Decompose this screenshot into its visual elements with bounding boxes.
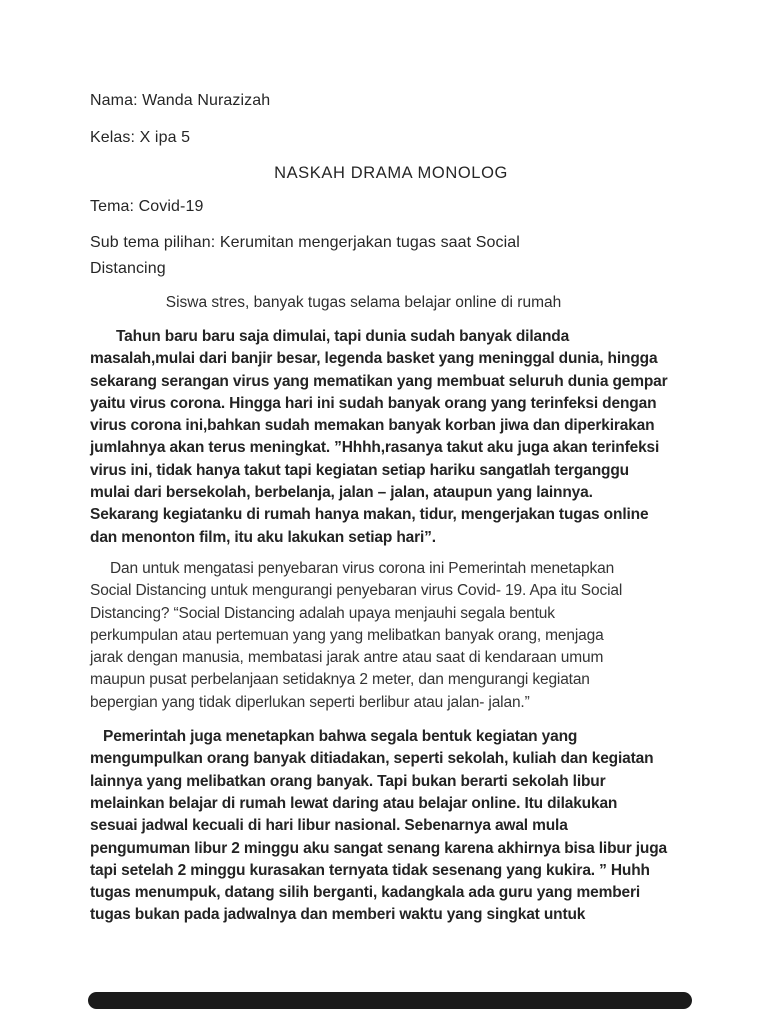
paragraphs <box>90 326 692 927</box>
student-name-line: Nama: Wanda Nurazizah <box>90 92 271 109</box>
text-line: bepergian yang tidak diperlukan seperti berlibur atau jalan- jalan.” <box>90 693 530 711</box>
text-line: perkumpulan atau pertemuan yang yang melibatkan banyak orang, menjaga <box>90 626 604 644</box>
text-line: Distancing <box>90 260 166 277</box>
text-line: Tahun baru baru saja dimulai, tapi dunia sudah banyak dilanda <box>116 328 570 345</box>
text-line: Distancing? “Social Distancing adalah upaya menjauhi segala bentuk <box>90 604 555 622</box>
text-line: tapi setelah 2 minggu kurasakan ternyata tidak sesenang yang kukira. ” Huhh <box>90 861 650 879</box>
document-content <box>90 90 692 927</box>
text-line: tugas bukan pada jadwalnya dan memberi waktu yang singkat untuk <box>90 906 586 924</box>
text-line: jumlahnya akan terus meningkat. ”Hhhh,rasanya takut aku juga akan terinfeksi <box>90 439 660 457</box>
text-line: mengumpulkan orang banyak ditiadakan, seperti sekolah, kuliah dan kegiatan <box>90 750 654 768</box>
text-line: virus ini, tidak hanya takut tapi kegiatan setiap hariku sangatlah terganggu <box>90 461 629 479</box>
text-line: Sekarang kegiatanku di rumah hanya makan, tidur, mengerjakan tugas online <box>90 506 649 524</box>
text-line: jarak dengan manusia, membatasi jarak antre atau saat di kendaraan umum <box>90 649 604 667</box>
text-line: Sub tema pilihan: Kerumitan mengerjakan tugas saat Social <box>90 234 520 251</box>
class-line: Kelas: X ipa 5 <box>90 129 191 146</box>
body-paragraph <box>90 326 692 549</box>
text-line: Dan untuk mengatasi penyebaran virus corona ini Pemerintah menetapkan <box>110 559 615 577</box>
text-line: yaitu virus corona. Hingga hari ini sudah banyak orang yang terinfeksi dengan <box>90 394 657 412</box>
body-paragraph <box>90 726 692 927</box>
text-line: dan menonton film, itu aku lakukan setiap hari”. <box>90 528 436 546</box>
next-page-gap-shadow <box>88 992 692 1009</box>
text-line: lainnya yang melibatkan orang banyak. Tapi bukan berarti sekolah libur <box>90 772 606 790</box>
theme-line: Tema: Covid-19 <box>90 198 204 215</box>
text-line: pengumuman libur 2 minggu aku sangat senang karena akhirnya bisa libur juga <box>90 839 668 857</box>
text-line: melainkan belajar di rumah lewat daring atau belajar online. Itu dilakukan <box>90 794 618 812</box>
story-subtitle: Siswa stres, banyak tugas selama belajar online di rumah <box>165 294 562 311</box>
text-line: Pemerintah juga menetapkan bahwa segala bentuk kegiatan yang <box>103 728 578 746</box>
text-line: masalah,mulai dari banjir besar, legenda basket yang meninggal dunia, hingga <box>90 350 658 368</box>
text-line: virus corona ini,bahkan sudah memakan banyak korban jiwa dan diperkirakan <box>90 417 655 435</box>
document-title: NASKAH DRAMA MONOLOG <box>274 164 508 182</box>
text-line: sesuai jadwal kecuali di hari libur nasional. Sebenarnya awal mula <box>90 817 568 835</box>
text-line: tugas menumpuk, datang silih berganti, kadangkala ada guru yang memberi <box>90 884 641 902</box>
text-line: maupun pusat perbelanjaan setidaknya 2 meter, dan mengurangi kegiatan <box>90 671 590 689</box>
text-line: sekarang serangan virus yang mematikan yang membuat seluruh dunia gempar <box>90 372 668 390</box>
text-line: mulai dari bersekolah, berbelanja, jalan – jalan, ataupun yang lainnya. <box>90 484 593 502</box>
body-paragraph <box>90 558 692 714</box>
text-line: Social Distancing untuk mengurangi penyebaran virus Covid- 19. Apa itu Social <box>90 582 623 600</box>
subtheme-lines <box>90 230 692 282</box>
